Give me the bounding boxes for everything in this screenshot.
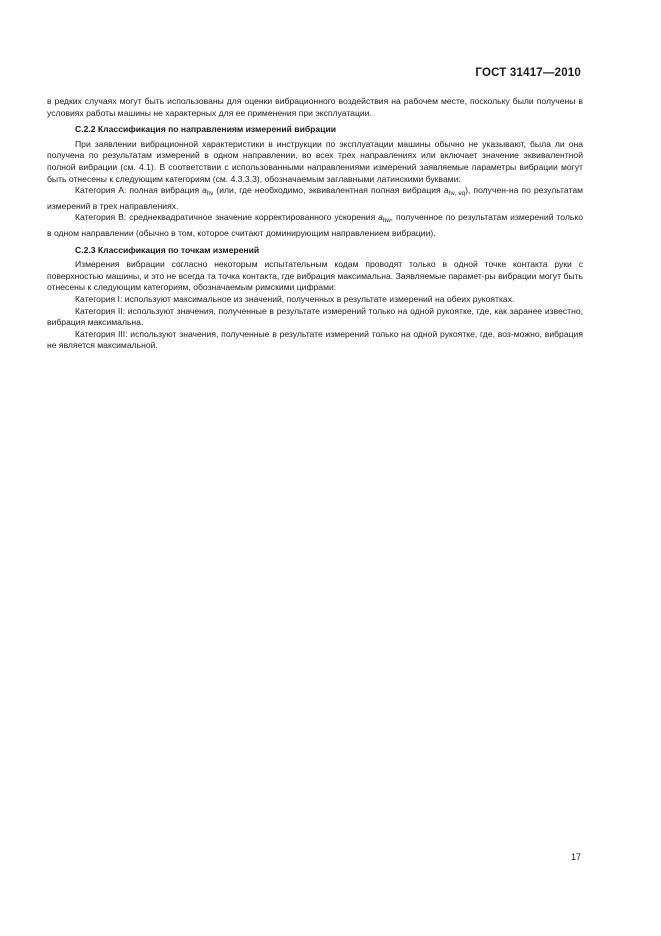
section-heading-c23: С.2.3 Классификация по точкам измерений	[75, 244, 260, 255]
symbol-a: a	[202, 185, 207, 196]
paragraph-points-intro: Измерения вибрации согласно некоторым испытательным кодам проводят только в одной точке контакта руки с поверхностью машины, и это не всегда та точка контакта, где вибрация максимальна. Заявляемые парамет-ры вибрации могут быть отнесены к следующим категориям, обозначаемым римскими цифрами:	[47, 259, 583, 293]
paragraph-category-iii: Категория III: используют значения, полученные в результате измерений только на одной рукоятке, где, воз-можно, вибрация не является максимальной.	[47, 328, 583, 351]
paragraph-category-i: Категория I: используют максимальное из значений, полученных в результате измерений на обеих рукоятках.	[75, 293, 515, 304]
page-number: 17	[570, 852, 581, 862]
paragraph-category-a: Категория А: полная вибрация $a_{hv}$ (или, где необходимо, эквивалентная полная вибрация $a_{hv, eq}$), получен-на по результатам измерений в трех направлениях.	[47, 185, 584, 211]
section-heading-c22: С.2.2 Классификация по направлениям измерений вибрации	[75, 124, 337, 135]
symbol-a: a	[443, 185, 449, 196]
paragraph-category-ii: Категория II: используют значения, полученные в результате измерений только на одной рукоятке, где, как заранее известно, вибрация максимальна.	[47, 305, 583, 328]
paragraph-category-b: Категория В: среднеквадратичное значение корректированного ускорения $a_{hw}$, полученное по результатам измерений только в одном направлении (обычно в том, которое считают доминирующим направлением вибрации).	[47, 212, 583, 238]
paragraph-direction-intro: При заявлении вибрационной характеристики в инструкции по эксплуатации машины обычно не указывают, была ли она получена по результатам измерений в одном направлении, во всех трех направлениях или включает значение эквивалентной полной вибрации (см. 4.1). В соответствии с использованными направлениями измерений заявляемые параметры вибрации могут быть отнесены к следующим категориям (см. 4.3.3.3), обозначаемым заглавными латинскими буквами:	[47, 138, 583, 184]
document-header: ГОСТ 31417—2010	[475, 67, 581, 79]
document-body	[47, 96, 583, 352]
paragraph-intro: в редких случаях могут быть использованы для оценки вибрационного воздействия на рабочем месте, поскольку были получены в условиях работы машины не характерных для ее применения при эксплуатации.	[47, 96, 583, 118]
symbol-a: a	[378, 212, 383, 223]
